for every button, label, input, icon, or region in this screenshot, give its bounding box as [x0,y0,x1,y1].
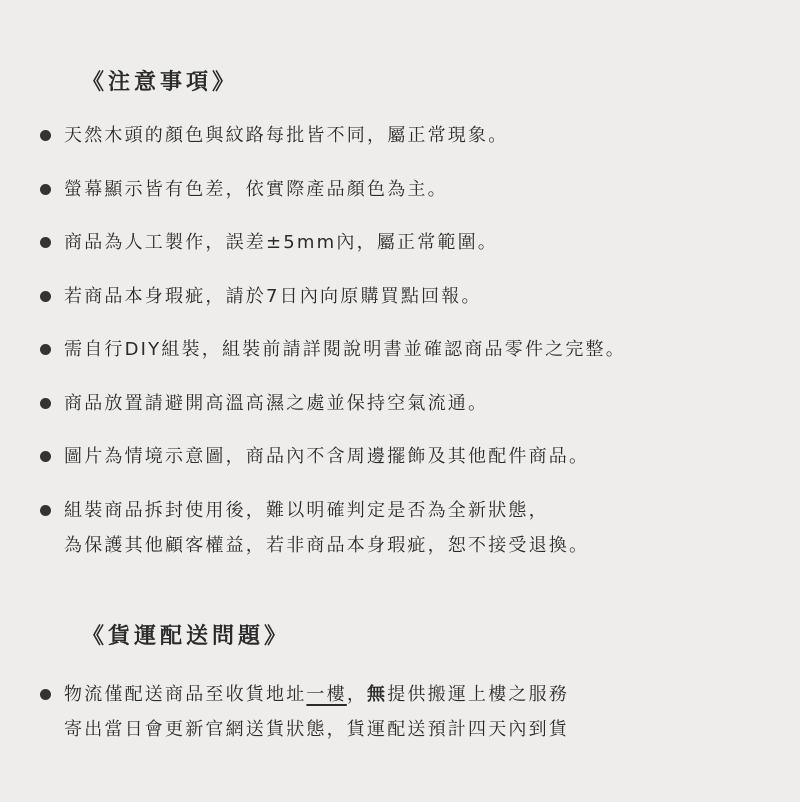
list-item-text: 商品放置請避開高溫高濕之處並保持空氣流通。 [64,392,489,414]
list-item-line: 組裝商品拆封使用後，難以明確判定是否為全新狀態， [64,499,549,521]
list-item [40,225,790,260]
list-item-line: 寄出當日會更新官網送貨狀態，貨運配送預計四天內到貨 [64,719,569,740]
text-segment: 物流僅配送商品至收貨地址 [64,684,307,705]
list-item-text: 需自行DIY組裝，組裝前請詳閱說明書並確認商品零件之完整。 [64,339,626,360]
list-item-text: 圖片為情境示意圖，商品內不含周邊擺飾及其他配件商品。 [64,446,590,467]
list-item-text: 若商品本身瑕疵，請於7日內向原購買點回報。 [64,285,482,307]
text-segment: 提供搬運上樓之服務 [387,684,570,705]
bullet-icon [40,344,51,355]
list-item [40,677,790,747]
bullet-icon [40,398,51,409]
list-item-line: 為保護其他顧客權益，若非商品本身瑕疵，恕不接受退換。 [64,534,590,556]
bullet-icon [40,130,51,141]
list-item [40,172,790,207]
bullet-icon [40,237,51,248]
bullet-icon [40,689,51,700]
bullet-icon [40,505,51,516]
list-item [40,332,790,367]
bullet-icon [40,451,51,462]
shipping-list [40,677,790,766]
list-item-line [64,677,790,712]
bold-text: 無 [367,684,388,705]
list-item [40,118,790,153]
list-item-text: 商品為人工製作，誤差±5mm內，屬正常範圍。 [64,232,499,253]
bullet-icon [40,291,51,302]
list-item-text: 螢幕顯示皆有色差，依實際產品顏色為主。 [64,178,448,200]
list-item [40,279,790,314]
shipping-heading: 《貨運配送問題》 [82,624,291,649]
bullet-icon [40,184,51,195]
underlined-text: 一樓 [306,684,347,705]
text-segment: ， [346,684,368,705]
notes-heading: 《注意事項》 [82,70,239,95]
list-item [40,439,790,474]
list-item [40,493,790,563]
list-item [40,386,790,421]
list-item-text: 天然木頭的顏色與紋路每批皆不同，屬正常現象。 [64,125,509,146]
notes-list [40,118,790,581]
